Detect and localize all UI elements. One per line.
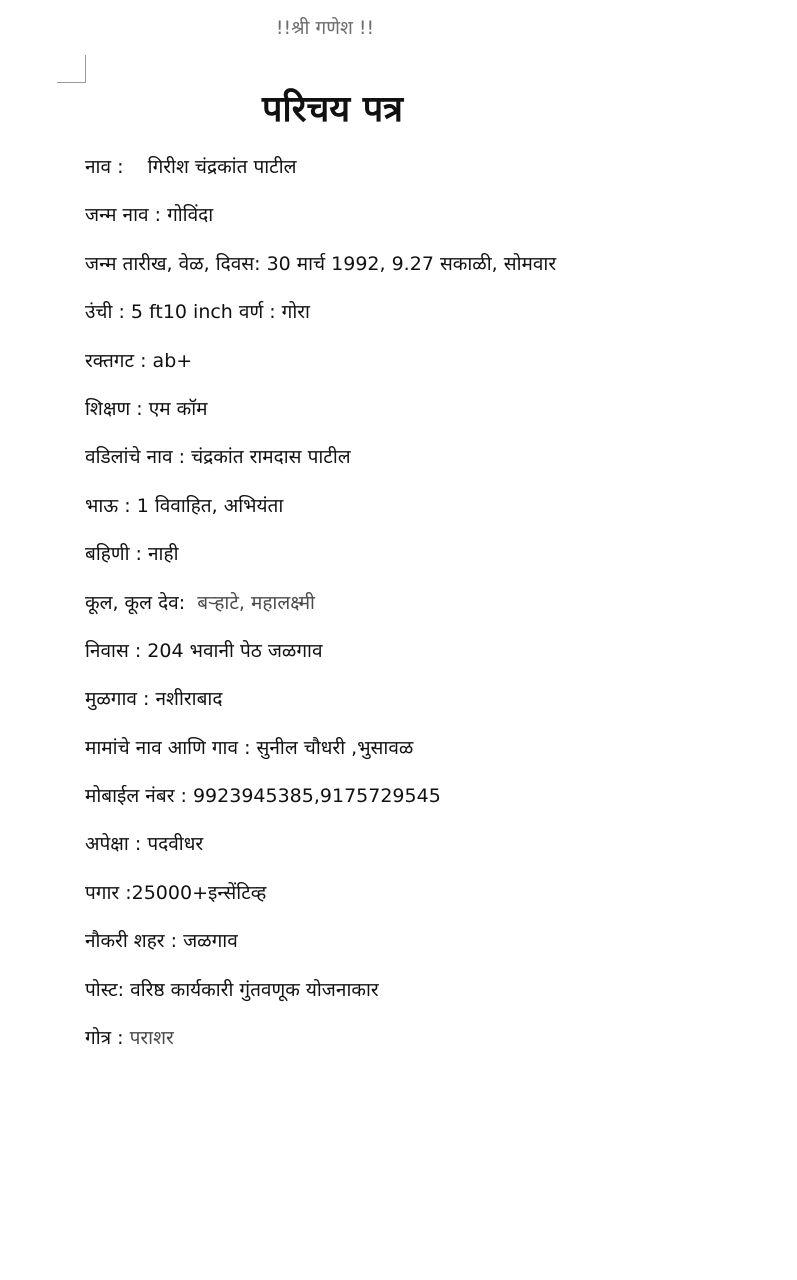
field-label: रक्तगट : [85,349,147,372]
page-margin-marker [57,55,86,83]
field-mobile [85,779,775,827]
field-value: जळगाव [183,930,238,953]
field-value: बऱ्हाटे, महालक्ष्मी [197,591,315,614]
field-label: जन्म तारीख, वेळ, दिवस: [85,252,261,275]
field-birth-date-time [85,247,775,295]
field-salary [85,876,775,924]
field-value: नशीराबाद [155,688,223,711]
field-value: पराशर [129,1027,174,1050]
field-value: 30 मार्च 1992, 9.27 सकाळी, सोमवार [266,252,557,275]
field-height-complexion [85,295,775,343]
field-native-village [85,682,775,730]
field-brothers [85,489,775,537]
field-gotra [85,1021,775,1069]
field-sisters [85,537,775,585]
field-expectation [85,827,775,875]
field-value: एम कॉम [148,397,208,420]
field-label: मोबाईल नंबर : [85,785,187,808]
field-label: मुळगाव : [85,688,150,711]
field-label: बहिणी : [85,543,142,566]
field-education [85,392,775,440]
field-label: नाव : [85,156,124,178]
field-label: पगार : [85,881,132,904]
field-blood-group [85,344,775,392]
field-name [85,150,775,198]
field-value: सुनील चौधरी ,भुसावळ [256,736,414,759]
field-value: वरिष्ठ कार्यकारी गुंतवणूक योजनाकार [130,978,379,1001]
field-label: शिक्षण : [85,397,143,420]
field-birth-name [85,198,775,246]
field-label: वडिलांचे नाव : [85,446,186,469]
field-label: उंची : [85,301,125,324]
field-value: नाही [148,543,179,566]
field-label: पोस्ट: [85,978,125,1001]
field-job-city [85,924,775,972]
page-title: परिचय पत्र [261,89,404,130]
field-label: भाऊ : [85,494,131,517]
field-label: निवास : [85,639,142,662]
field-label: जन्म नाव : [85,204,162,227]
biodata-fields [85,150,775,1069]
field-label: कूल, कूल देव: [85,591,186,614]
field-value: गिरीश चंद्रकांत पाटील [147,156,297,178]
field-value: 204 भवानी पेठ जळगाव [147,639,323,662]
field-value: 1 विवाहित, अभियंता [136,494,284,517]
field-label: नौकरी शहर : [85,930,178,953]
field-value: 5 ft10 inch वर्ण : गोरा [130,301,310,324]
field-maternal-uncle [85,731,775,779]
field-clan-deity [85,586,775,634]
field-label: गोत्र : [85,1027,124,1050]
header-blessing: !!श्री गणेश !! [275,17,375,39]
field-value: पदवीधर [147,833,204,856]
field-label: अपेक्षा : [85,833,142,856]
field-value: ab+ [152,349,193,372]
field-father-name [85,440,775,488]
field-label: मामांचे नाव आणि गाव : [85,736,251,759]
field-value: चंद्रकांत रामदास पाटील [191,446,351,469]
field-value: 25000+इन्सेंटिव्ह [131,881,267,904]
field-value: गोविंदा [167,204,214,227]
field-post [85,973,775,1021]
field-residence [85,634,775,682]
field-value: 9923945385,9175729545 [192,785,441,808]
